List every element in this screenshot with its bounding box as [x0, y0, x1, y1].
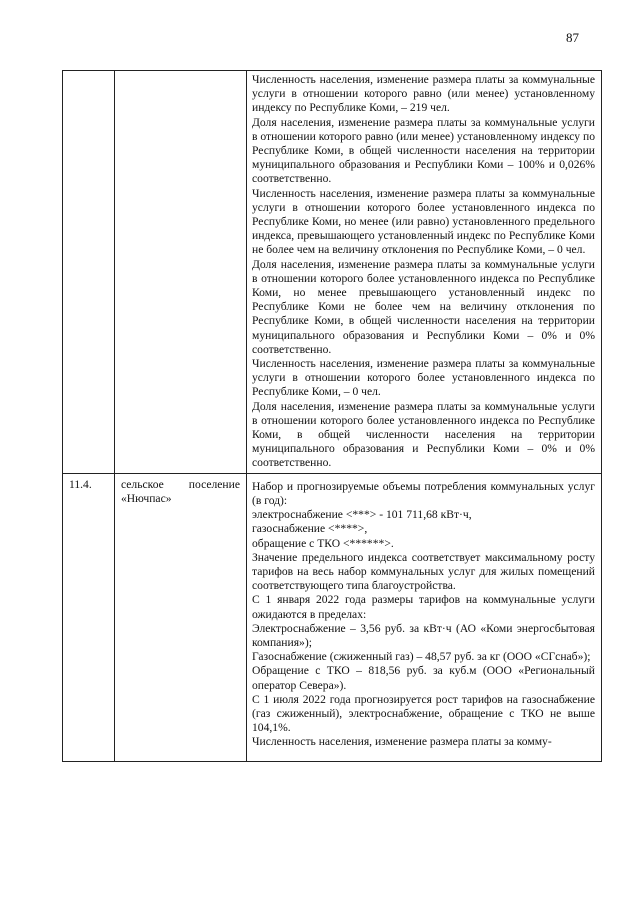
- description-text: [247, 474, 601, 761]
- paragraph: С 1 июля 2022 года прогнозируется рост тарифов на газоснабжение (газ сжиженный), электроснабжение, обращение с ТКО не выше 104,1%.: [252, 692, 595, 735]
- paragraph: электроснабжение <***> - 101 711,68 кВт·ч,: [252, 508, 472, 522]
- row-number: 11.4.: [69, 477, 92, 491]
- label-word: поселение: [188, 477, 240, 491]
- paragraph: Электроснабжение – 3,56 руб. за кВт·ч (АО «Коми энергосбытовая компания»);: [252, 621, 595, 649]
- paragraph: С 1 января 2022 года размеры тарифов на коммунальные услуги ожидаются в пределах:: [252, 593, 595, 621]
- municipality-label: [115, 474, 246, 510]
- row-number-cell: [63, 473, 115, 761]
- paragraph: Численность населения, изменение размера платы за коммунальные услуги в отношении которого более установленного индекса по Республике Коми, но менее (или равно) установленного предельного индекса, превышающего установленный индекс по Республике Коми не более чем на величину отклонения по Республике Коми, – 0 чел.: [252, 186, 595, 257]
- label-word: сельское: [121, 477, 164, 491]
- table-row: [63, 473, 602, 761]
- description-text: [247, 71, 601, 473]
- municipality-name: «Нючпас»: [121, 491, 172, 505]
- paragraph: Значение предельного индекса соответствует максимальному росту тарифов на весь набор коммунальных услуг для жилых помещений соответствующего типа благоустройства.: [252, 550, 595, 593]
- paragraph: обращение с ТКО <******>.: [252, 536, 394, 550]
- paragraph: Численность населения, изменение размера платы за комму-: [252, 735, 552, 749]
- municipality-cell: [115, 71, 247, 474]
- table-row: [63, 71, 602, 474]
- paragraph: Газоснабжение (сжиженный газ) – 48,57 руб. за кг (ООО «СГснаб»);: [252, 650, 591, 664]
- paragraph: Численность населения, изменение размера платы за коммунальные услуги в отношении которого равно (или менее) установленному индексу по Республике Коми, – 219 чел.: [252, 73, 595, 115]
- paragraph: Обращение с ТКО – 818,56 руб. за куб.м (ООО «Региональный оператор Севера»).: [252, 664, 595, 692]
- paragraph: Доля населения, изменение размера платы за коммунальные услуги в отношении которого более установленного индекса по Республике Коми, но менее превышающего установленный индекс по Республике Коми не более чем на величину отклонения по Республике Коми, в общей численности населения на территории муниципального образования и Республики Коми – 0% и 0% соответственно.: [252, 257, 595, 356]
- paragraph: газоснабжение <****>,: [252, 522, 368, 536]
- row-number-cell: [63, 71, 115, 474]
- paragraph: Доля населения, изменение размера платы за коммунальные услуги в отношении которого более установленного индекса по Республике Коми, в общей численности населения на территории муниципального образования и Республики Коми – 0% и 0% соответственно.: [252, 399, 595, 470]
- paragraph: Набор и прогнозируемые объемы потребления коммунальных услуг (в год):: [252, 479, 595, 507]
- document-table: [62, 70, 602, 762]
- description-cell: [247, 473, 602, 761]
- paragraph: Численность населения, изменение размера платы за коммунальные услуги в отношении которого более установленного индекса по Республике Коми, – 0 чел.: [252, 357, 595, 399]
- paragraph: Доля населения, изменение размера платы за коммунальные услуги в отношении которого равно (или менее) установленному индексу по Республике Коми, в общей численности населения на территории муниципального образования и Республики Коми – 100% и 0,026% соответственно.: [252, 115, 595, 186]
- page-number: 87: [566, 30, 579, 45]
- municipality-cell: [115, 473, 247, 761]
- description-cell: [247, 71, 602, 474]
